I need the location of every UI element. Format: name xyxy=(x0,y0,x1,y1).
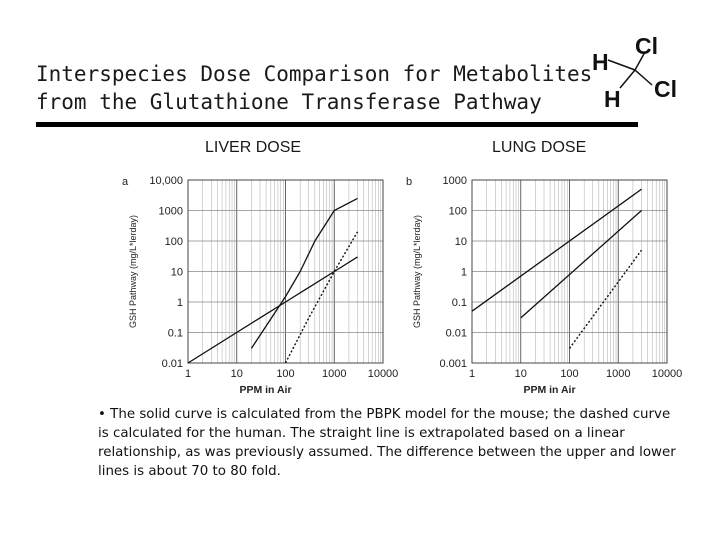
y-tick-label: 0.01 xyxy=(445,327,467,340)
x-tick-label: 100 xyxy=(560,368,579,380)
x-tick-label: 1 xyxy=(468,368,476,380)
panel-letter: b xyxy=(406,176,413,188)
y-tick-label: 10 xyxy=(170,266,183,279)
y-tick-label: 100 xyxy=(164,236,183,248)
slide-title xyxy=(36,60,592,116)
x-tick-label: 1000 xyxy=(322,368,347,380)
y-tick-label: 100 xyxy=(448,205,467,218)
y-tick-label: 0.1 xyxy=(451,297,467,309)
x-tick-label: 1000 xyxy=(606,368,631,380)
atom-h-2: H xyxy=(604,86,621,112)
x-tick-label: 10000 xyxy=(651,368,683,380)
lung-dose-label: LUNG DOSE xyxy=(492,139,587,156)
atom-cl-1: Cl xyxy=(635,33,658,59)
x-tick-label: 1 xyxy=(184,368,192,380)
panel-letter: a xyxy=(122,176,129,188)
atom-cl-2: Cl xyxy=(654,76,677,102)
x-tick-label: 10 xyxy=(230,368,243,380)
title-line-2: from the Glutathione Transferase Pathway xyxy=(36,90,542,114)
title-line-1: Interspecies Dose Comparison for Metabolites xyxy=(36,62,593,86)
y-axis-label: GSH Pathway (mg/L*lerday) xyxy=(128,214,138,329)
x-tick-label: 10 xyxy=(514,368,527,380)
title-divider xyxy=(36,122,638,127)
liver-dose-chart xyxy=(118,168,399,398)
x-axis-label: PPM in Air xyxy=(523,384,576,396)
y-tick-label: 0.1 xyxy=(167,327,183,340)
y-tick-label: 10,000 xyxy=(149,175,183,187)
y-tick-label: 1 xyxy=(176,297,183,309)
liver-dose-label: LIVER DOSE xyxy=(205,139,302,156)
y-tick-label: 0.001 xyxy=(439,358,467,370)
dichloromethane-structure-icon xyxy=(590,30,700,115)
atom-h-1: H xyxy=(592,49,609,75)
y-tick-label: 1000 xyxy=(442,175,467,187)
y-tick-label: 10 xyxy=(454,236,467,248)
x-tick-label: 100 xyxy=(276,368,295,380)
lung-dose-chart xyxy=(402,168,683,398)
y-tick-label: 1000 xyxy=(158,205,183,218)
series-dashed-3 xyxy=(286,232,358,363)
y-axis-label: GSH Pathway (mg/L*lerday) xyxy=(412,214,422,329)
y-tick-label: 1 xyxy=(460,266,467,279)
caption-text: • The solid curve is calculated from the PBPK model for the mouse; the dashed curve is calculated for the human. The straight line is extrapolated based on a linear relationship, as was previously assumed. The difference between the upper and lower lines is about 70 to 80 fold. xyxy=(98,407,676,479)
x-tick-label: 10000 xyxy=(367,368,399,380)
y-tick-label: 0.01 xyxy=(161,358,183,370)
x-axis-label: PPM in Air xyxy=(239,384,292,396)
